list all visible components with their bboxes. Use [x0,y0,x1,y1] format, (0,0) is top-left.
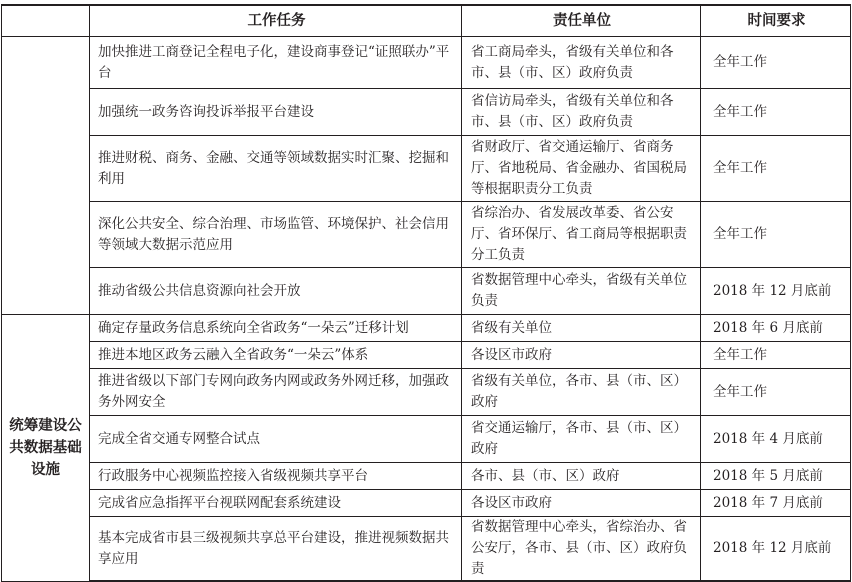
unit-cell: 省级有关单位，各市、县（市、区）政府 [462,369,701,416]
time-cell: 全年工作 [701,37,851,89]
time-cell: 全年工作 [701,369,851,416]
task-cell: 推进本地区政务云融入全省政务“一朵云”体系 [90,342,462,369]
table-row [2,136,851,202]
header-task: 工作任务 [90,5,462,37]
category-cell: 统筹建设公共数据基础设施 [2,315,90,582]
time-cell: 全年工作 [701,136,851,202]
unit-cell: 省综治办、省发展改革委、省公安厅、省环保厅、省工商局等根据职责分工负责 [462,202,701,268]
unit-cell: 省数据管理中心牵头，省综治办、省公安厅，各市、县（市、区）政府负责 [462,517,701,582]
time-cell: 2018 年 5 月底前 [701,463,851,490]
time-cell: 2018 年 7 月底前 [701,490,851,517]
unit-cell: 省交通运输厅，各市、县（市、区）政府 [462,416,701,463]
table-row [2,369,851,416]
task-cell: 完成全省交通专网整合试点 [90,416,462,463]
task-cell: 基本完成省市县三级视频共享总平台建设，推进视频数据共享应用 [90,517,462,582]
table-row [2,37,851,89]
task-cell: 推进省级以下部门专网向政务内网或政务外网迁移，加强政务外网安全 [90,369,462,416]
header-category [2,5,90,37]
table-row [2,416,851,463]
unit-cell: 各设区市政府 [462,490,701,517]
time-cell: 2018 年 12 月底前 [701,517,851,582]
time-cell: 全年工作 [701,89,851,136]
unit-cell: 省信访局牵头，省级有关单位和各市、县（市、区）政府负责 [462,89,701,136]
time-cell: 2018 年 4 月底前 [701,416,851,463]
task-cell: 深化公共安全、综合治理、市场监管、环境保护、社会信用等领域大数据示范应用 [90,202,462,268]
unit-cell: 各市、县（市、区）政府 [462,463,701,490]
task-cell: 确定存量政务信息系统向全省政务“一朵云”迁移计划 [90,315,462,342]
time-cell: 全年工作 [701,202,851,268]
time-cell: 2018 年 6 月底前 [701,315,851,342]
table-row [2,315,851,342]
task-cell: 加快推进工商登记全程电子化，建设商事登记“证照联办”平台 [90,37,462,89]
table-row [2,89,851,136]
task-cell: 完成省应急指挥平台视联网配套系统建设 [90,490,462,517]
table-row [2,342,851,369]
unit-cell: 省级有关单位 [462,315,701,342]
table-header-row [2,5,851,37]
table-row [2,463,851,490]
table-row [2,268,851,315]
header-time: 时间要求 [701,5,851,37]
task-cell: 行政服务中心视频监控接入省级视频共享平台 [90,463,462,490]
header-unit: 责任单位 [462,5,701,37]
table-row [2,202,851,268]
time-cell: 2018 年 12 月底前 [701,268,851,315]
unit-cell: 省财政厅、省交通运输厅、省商务厅、省地税局、省金融办、省国税局等根据职责分工负责 [462,136,701,202]
task-table [1,4,851,582]
table-row [2,517,851,582]
category-cell [2,37,90,315]
unit-cell: 省工商局牵头，省级有关单位和各市、县（市、区）政府负责 [462,37,701,89]
task-cell: 加强统一政务咨询投诉举报平台建设 [90,89,462,136]
time-cell: 全年工作 [701,342,851,369]
unit-cell: 省数据管理中心牵头，省级有关单位负责 [462,268,701,315]
task-cell: 推动省级公共信息资源向社会开放 [90,268,462,315]
task-cell: 推进财税、商务、金融、交通等领域数据实时汇聚、挖掘和利用 [90,136,462,202]
unit-cell: 各设区市政府 [462,342,701,369]
table-row [2,490,851,517]
